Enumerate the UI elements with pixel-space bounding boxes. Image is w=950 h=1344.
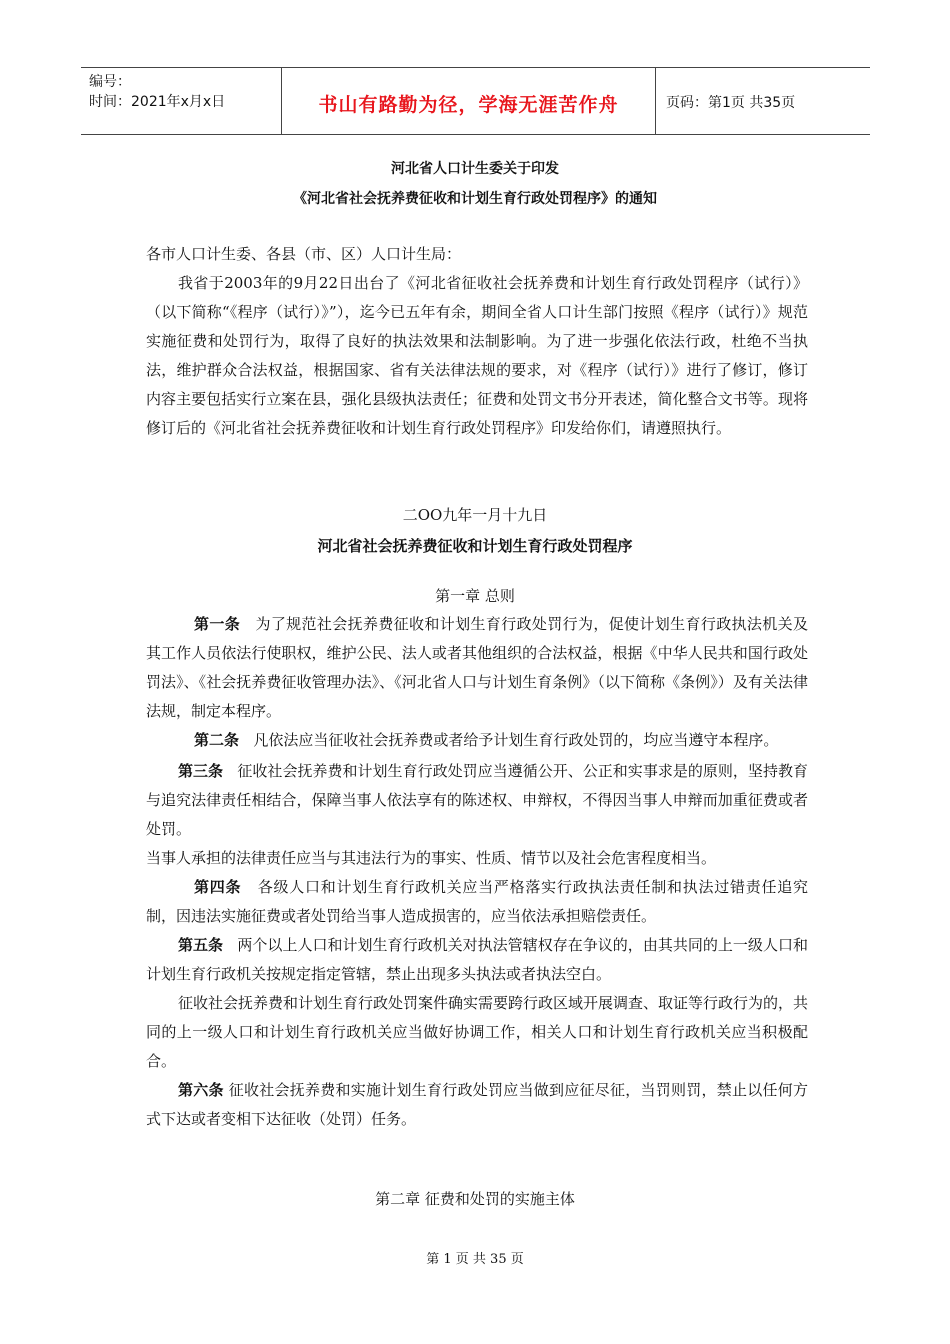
notice-paragraph: 我省于2003年的9月22日出台了《河北省征收社会抚养费和计划生育行政处罚程序（试行）》（以下简称“《程序（试行）》”），迄今已五年有余，期间全省人口计生部门按照《程序（试行）》规范实施征费和处罚行为，取得了良好的执法效果和法制影响。为了进一步强化依法行政，杜绝不当执法，维护群众合法权益，根据国家、省有关法律法规的要求，对《程序（试行）》进行了修订，修订内容主要包括实行立案在县，强化县级执法责任；征费和处罚文书分开表述，简化整合文书等。现将修订后的《河北省社会抚养费征收和计划生育行政处罚程序》印发给你们，请遵照执行。 (146, 274, 808, 437)
article-label: 第六条 (178, 1081, 224, 1099)
procedure-title: 河北省社会抚养费征收和计划生育行政处罚程序 (317, 537, 633, 555)
article-text: 征收社会抚养费和计划生育行政处罚案件确实需要跨行政区域开展调查、取证等行政行为的，共同的上一级人口和计划生育行政机关应当做好协调工作，相关人口和计划生育行政机关应当积极配合。 (146, 994, 809, 1070)
notice-date: 二OO九年一月十九日 (402, 506, 548, 524)
page-header (81, 67, 870, 135)
article-text: 凡依法应当征收社会抚养费或者给予计划生育行政处罚的，均应当遵守本程序。 (253, 731, 779, 749)
header-motto: 书山有路勤为径，学海无涯苦作舟 (318, 93, 619, 116)
header-page-cell (656, 68, 870, 134)
article-label: 第四条 (194, 878, 242, 896)
article-text: 各级人口和计划生育行政机关应当严格落实行政执法责任制和执法过错责任追究制，因违法实施征费或者处罚给当事人造成损害的，应当依法承担赔偿责任。 (146, 878, 808, 925)
article-5-paragraph-2 (146, 989, 808, 1076)
notice-title-line1: 河北省人口计生委关于印发 (391, 161, 559, 177)
article-2 (146, 726, 808, 755)
article-1 (146, 610, 808, 726)
document-date: 时间：2021年x月x日 (89, 94, 226, 110)
page-footer: 第 1 页 共 35 页 (426, 1252, 524, 1267)
header-left-cell (81, 68, 282, 134)
article-label: 第三条 (178, 762, 224, 780)
article-3 (146, 757, 808, 844)
document-number: 编号： (89, 74, 131, 90)
article-label: 第五条 (178, 936, 224, 954)
header-page-number: 页码：第1页 共35页 (666, 95, 796, 111)
article-4 (146, 873, 808, 931)
notice-addressee: 各市人口计生委、各县（市、区）人口计生局： (146, 245, 462, 263)
articles-section (146, 610, 808, 1134)
article-5 (146, 931, 808, 989)
article-3-paragraph-2 (146, 844, 808, 873)
article-text: 征收社会抚养费和计划生育行政处罚应当遵循公开、公正和实事求是的原则，坚持教育与追究法律责任相结合，保障当事人依法享有的陈述权、申辩权，不得因当事人申辩而加重征费或者处罚。 (146, 762, 808, 838)
article-label: 第二条 (194, 731, 240, 749)
article-text: 两个以上人口和计划生育行政机关对执法管辖权存在争议的，由其共同的上一级人口和计划生育行政机关按规定指定管辖，禁止出现多头执法或者执法空白。 (146, 936, 808, 983)
article-text: 征收社会抚养费和实施计划生育行政处罚应当做到应征尽征，当罚则罚，禁止以任何方式下达或者变相下达征收（处罚）任务。 (146, 1081, 808, 1128)
chapter2-heading: 第二章 征费和处罚的实施主体 (375, 1190, 575, 1208)
header-motto-cell (282, 68, 656, 134)
article-text: 当事人承担的法律责任应当与其违法行为的事实、性质、情节以及社会危害程度相当。 (146, 849, 717, 867)
article-6 (146, 1076, 808, 1134)
article-text: 为了规范社会抚养费征收和计划生育行政处罚行为，促使计划生育行政执法机关及其工作人员依法行使职权，维护公民、法人或者其他组织的合法权益，根据《中华人民共和国行政处罚法》、《社会抚养费征收管理办法》、《河北省人口与计划生育条例》（以下简称《条例》）及有关法律法规，制定本程序。 (146, 615, 808, 720)
notice-title-line2: 《河北省社会抚养费征收和计划生育行政处罚程序》的通知 (293, 191, 657, 207)
article-label: 第一条 (194, 615, 241, 633)
chapter1-heading: 第一章 总则 (435, 587, 515, 605)
notice-body (146, 240, 808, 443)
